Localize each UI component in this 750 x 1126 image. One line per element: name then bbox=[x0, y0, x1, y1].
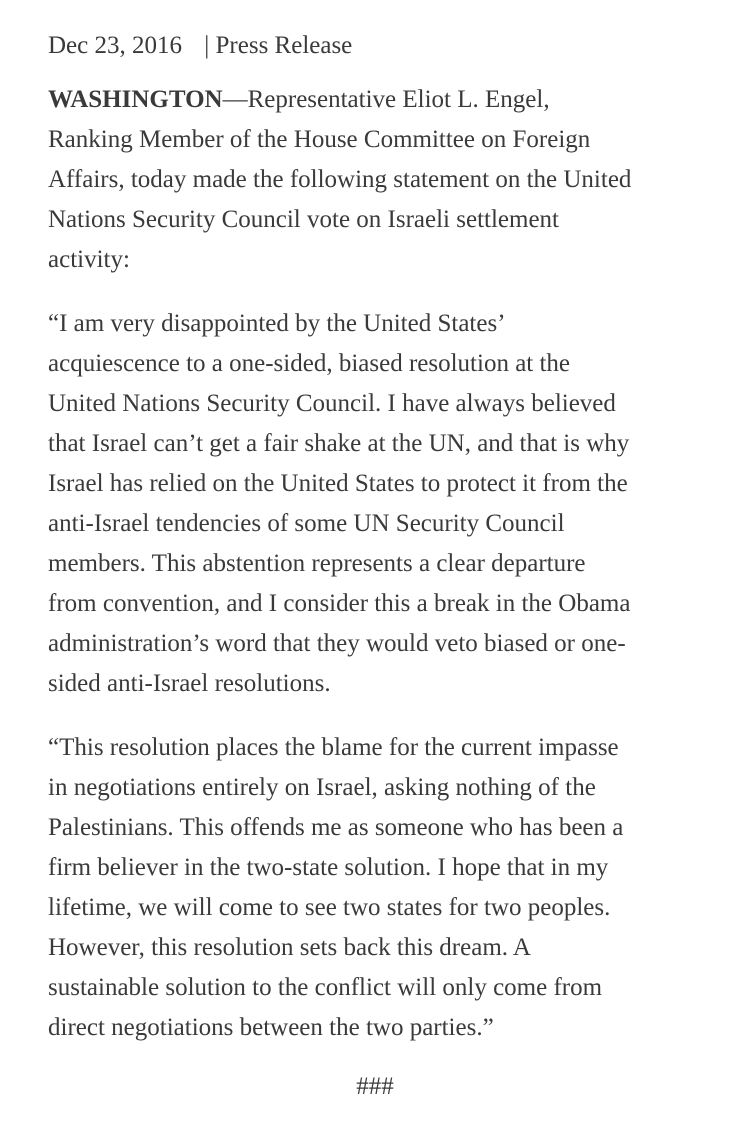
dateline: WASHINGTON bbox=[48, 86, 223, 113]
quote-line: However, this resolution sets back this dream. A bbox=[48, 934, 531, 961]
release-category: Press Release bbox=[215, 32, 353, 59]
release-date: Dec 23, 2016 bbox=[48, 32, 182, 59]
quote-line: “I am very disappointed by the United States’ bbox=[48, 310, 506, 337]
quote-line: United Nations Security Council. I have always believed bbox=[48, 390, 616, 417]
quote-line: lifetime, we will come to see two states for two peoples. bbox=[48, 894, 611, 921]
quote-line: acquiescence to a one-sided, biased resolution at the bbox=[48, 350, 571, 377]
quote-line: administration’s word that they would veto biased or one- bbox=[48, 630, 626, 657]
quote-line: from convention, and I consider this a break in the Obama bbox=[48, 590, 631, 617]
quote-line: anti-Israel tendencies of some UN Security Council bbox=[48, 510, 565, 537]
end-mark: ### bbox=[356, 1073, 394, 1100]
quote-line: direct negotiations between the two parties.” bbox=[48, 1014, 494, 1041]
quote-line: that Israel can’t get a fair shake at the UN, and that is why bbox=[48, 430, 630, 457]
press-release bbox=[48, 26, 718, 1048]
quote-paragraph-2 bbox=[48, 728, 718, 1048]
intro-line: Nations Security Council vote on Israeli settlement bbox=[48, 206, 559, 233]
quote-line: sustainable solution to the conflict will only come from bbox=[48, 974, 603, 1001]
intro-line-text: —Representative Eliot L. Engel, bbox=[222, 86, 550, 113]
quote-paragraph-1 bbox=[48, 304, 718, 704]
intro-paragraph bbox=[48, 80, 718, 280]
paragraph-spacer bbox=[48, 280, 718, 304]
quote-line: firm believer in the two-state solution. I hope that in my bbox=[48, 854, 609, 881]
release-meta bbox=[48, 26, 718, 66]
paragraph-spacer bbox=[48, 704, 718, 728]
intro-line: activity: bbox=[48, 246, 130, 273]
quote-line: “This resolution places the blame for the current impasse bbox=[48, 734, 619, 761]
meta-separator: | bbox=[204, 32, 210, 59]
quote-line: sided anti-Israel resolutions. bbox=[48, 670, 331, 697]
intro-line: Ranking Member of the House Committee on Foreign bbox=[48, 126, 591, 153]
quote-line: in negotiations entirely on Israel, asking nothing of the bbox=[48, 774, 596, 801]
quote-line: members. This abstention represents a clear departure bbox=[48, 550, 586, 577]
quote-line: Palestinians. This offends me as someone who has been a bbox=[48, 814, 624, 841]
quote-line: Israel has relied on the United States to protect it from the bbox=[48, 470, 628, 497]
intro-line: Affairs, today made the following statement on the United bbox=[48, 166, 632, 193]
intro-line bbox=[48, 80, 718, 120]
